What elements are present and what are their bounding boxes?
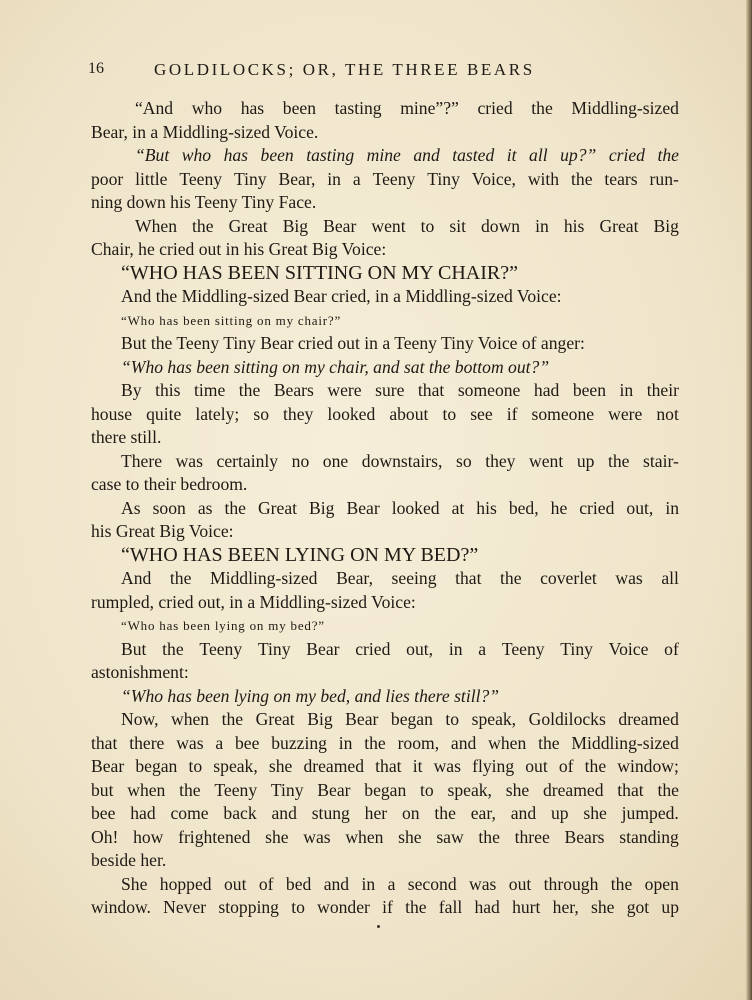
running-header — [88, 60, 688, 84]
text-line: Bear began to speak, she dreamed that it was flying out of the window; — [91, 756, 679, 776]
text-line: But the Teeny Tiny Bear cried out, in a Teeny Tiny Voice of — [121, 638, 679, 659]
text-line: Oh! how frightened she was when she saw the three Bears standing — [91, 826, 679, 847]
text-body — [91, 97, 679, 920]
text-line: that there was a bee buzzing in the room, and when the Middling-sized — [91, 732, 679, 753]
text-line: there still. — [91, 427, 162, 447]
text-line: “And who has been tasting mine”?” cried the Middling-sized — [135, 98, 679, 118]
text-line: rumpled, cried out, in a Middling-sized Voice: — [91, 591, 416, 612]
text-line: Now, when the Great Big Bear began to speak, Goldilocks dreamed — [121, 709, 679, 729]
text-line: his Great Big Voice: — [91, 521, 234, 541]
text-line: astonishment: — [91, 662, 189, 682]
ink-speck — [377, 925, 380, 928]
text-line: Bear, in a Middling-sized Voice. — [91, 121, 319, 142]
text-line: case to their bedroom. — [91, 474, 248, 494]
text-line: ning down his Teeny Tiny Face. — [91, 192, 317, 212]
text-line: “But who has been tasting mine and tasted it all up?” cried the — [135, 145, 679, 165]
page-number: 16 — [88, 60, 104, 77]
page-edge-shadow — [746, 0, 752, 1000]
text-line: But the Teeny Tiny Bear cried out in a Teeny Tiny Voice of anger: — [121, 333, 585, 353]
text-line: window. Never stopping to wonder if the fall had hurt her, she got up — [91, 897, 679, 917]
text-line: beside her. — [91, 850, 167, 870]
text-line: Chair, he cried out in his Great Big Voice: — [91, 239, 387, 259]
text-line: By this time the Bears were sure that someone had been in their — [121, 380, 679, 400]
text-line: And the Middling-sized Bear, seeing that the coverlet was all — [121, 568, 679, 588]
text-line: As soon as the Great Big Bear looked at his bed, he cried out, in — [121, 497, 679, 518]
text-line: “Who has been sitting on my chair?” — [121, 312, 342, 328]
text-line: “Who has been lying on my bed?” — [121, 618, 325, 633]
text-line: “WHO HAS BEEN LYING ON MY BED?” — [121, 543, 479, 566]
text-line: “Who has been sitting on my chair, and sat the bottom out?” — [121, 356, 550, 377]
text-line: “Who has been lying on my bed, and lies there still?” — [121, 685, 500, 706]
text-line: house quite lately; so they looked about to see if someone were not — [91, 403, 679, 424]
text-line: She hopped out of bed and in a second was out through the open — [121, 873, 679, 894]
text-line: but when the Teeny Tiny Bear began to speak, she dreamed that the — [91, 779, 679, 800]
text-line: “WHO HAS BEEN SITTING ON MY CHAIR?” — [121, 261, 518, 284]
text-line: And the Middling-sized Bear cried, in a Middling-sized Voice: — [121, 286, 562, 306]
text-line: poor little Teeny Tiny Bear, in a Teeny Tiny Voice, with the tears run- — [91, 168, 679, 189]
running-title: GOLDILOCKS; OR, THE THREE BEARS — [154, 60, 535, 79]
text-line: There was certainly no one downstairs, so they went up the stair- — [121, 450, 679, 471]
text-line: bee had come back and stung her on the ear, and up she jumped. — [91, 803, 679, 823]
text-line: When the Great Big Bear went to sit down in his Great Big — [135, 215, 679, 236]
